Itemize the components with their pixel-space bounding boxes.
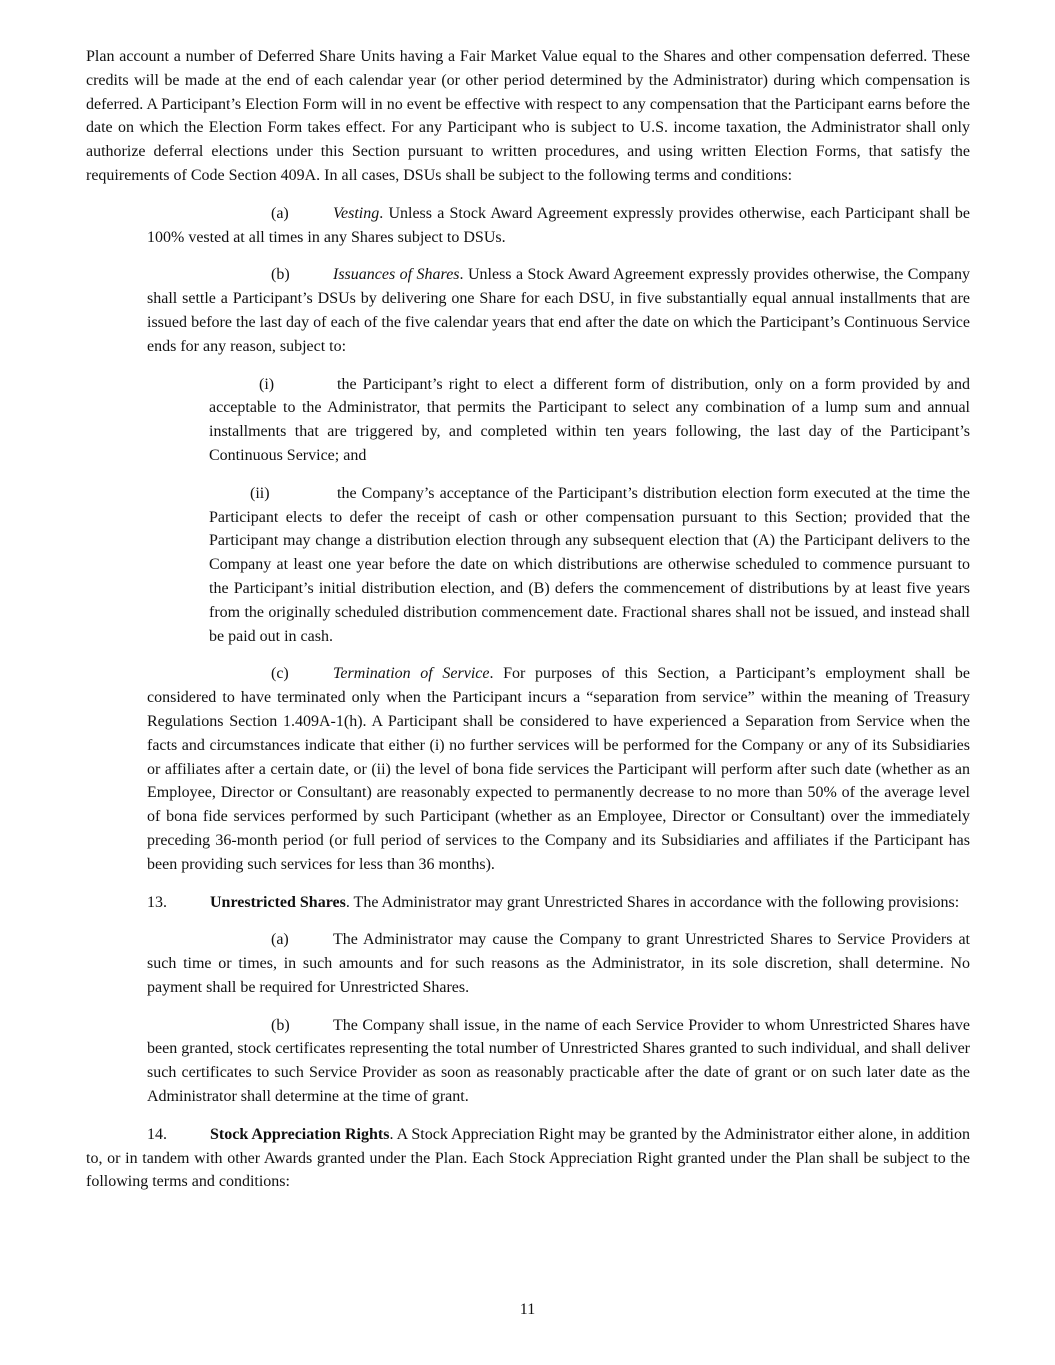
section-14-heading-paragraph	[86, 1123, 970, 1194]
clause-label: (b)	[271, 1016, 290, 1034]
dsu-vesting-paragraph	[147, 202, 970, 250]
dsu-termination-paragraph	[147, 662, 970, 876]
clause-heading: Issuances of Shares	[333, 266, 460, 284]
section-number: 13.	[147, 893, 167, 911]
clause-label: (ii)	[250, 484, 270, 502]
section-title: Stock Appreciation Rights	[210, 1125, 390, 1143]
document-body	[86, 45, 970, 1194]
clause-label: (c)	[271, 665, 289, 683]
intro-paragraph: Plan account a number of Deferred Share Units having a Fair Market Value equal to the Shares and other compensation deferred. These credits will be made at the end of each calendar year (or other period determined by the Administrator) during which compensation is deferred. A Participant’s Election Form will in no event be effective with respect to any compensation that the Participant earns before the date on which the Election Form takes effect. For any Participant who is subject to U.S. income taxation, the Administrator shall only authorize deferral elections under this Section pursuant to written procedures, and using written Election Forms, that satisfy the requirements of Code Section 409A. In all cases, DSUs shall be subject to the following terms and conditions:	[86, 48, 970, 184]
section-text: . The Administrator may grant Unrestricted Shares in accordance with the following provisions:	[345, 893, 960, 911]
section-title: Unrestricted Shares	[210, 893, 346, 911]
section-13-clause-a	[147, 928, 970, 999]
clause-label: (a)	[271, 931, 289, 949]
clause-text: the Company’s acceptance of the Participant’s distribution election form executed at the time the Participant elects to defer the receipt of cash or other compensation pursuant to this Section; provided that the Participant may change a distribution election through any subsequent election that (A) the Participant delivers to the Company at least one year before the date on which distributions are otherwise scheduled to commence pursuant to the Participant’s initial distribution election, and (B) defers the commencement of distributions by at least five years from the originally scheduled distribution commencement date. Fractional shares shall not be issued, and instead shall be paid out in cash.	[209, 484, 970, 645]
section-number: 14.	[147, 1125, 167, 1143]
section-13-heading-paragraph	[86, 891, 970, 915]
dsu-subclause-ii	[209, 482, 970, 649]
dsu-subclause-i	[209, 373, 970, 468]
clause-label: (b)	[271, 266, 290, 284]
clause-label: (a)	[271, 204, 289, 222]
section-text: . A Stock Appreciation Right may be granted by the Administrator either alone, in addition to, or in tandem with other Awards granted under the Plan. Each Stock Appreciation Right granted under the Plan shall be subject to the following terms and conditions:	[86, 1125, 971, 1191]
section-13-clause-b	[147, 1014, 970, 1109]
clause-text: . Unless a Stock Award Agreement expressly provides otherwise, each Participant shall be 100% vested at all times in any Shares subject to DSUs.	[147, 204, 970, 246]
clause-heading: Termination of Service	[333, 665, 490, 683]
clause-heading: Vesting	[333, 204, 380, 222]
clause-text: . Unless a Stock Award Agreement expressly provides otherwise, the Company shall settle a Participant’s DSUs by delivering one Share for each DSU, in five substantially equal annual installments that are issued before the last day of each of the five calendar years that end after the date on which the Participant’s Continuous Service ends for any reason, subject to:	[147, 266, 970, 355]
page-number: 11	[519, 1301, 536, 1318]
clause-label: (i)	[259, 375, 275, 393]
clause-text: . For purposes of this Section, a Participant’s employment shall be considered to have terminated only when the Participant incurs a “separation from service” within the meaning of Treasury Regulations Section 1.409A-1(h). A Participant shall be considered to have experienced a Separation from Service when the facts and circumstances indicate that either (i) no further services will be performed for the Company or any of its Subsidiaries or affiliates after a certain date, or (ii) the level of bona fide services the Participant will perform after such date (whether as an Employee, Director or Consultant) are reasonably expected to permanently decrease to no more than 50% of the average level of bona fide services performed by such Participant (whether as an Employee, Director or Consultant) over the immediately preceding 36-month period (or full period of services to the Company and its Subsidiaries and affiliates if the Participant has been providing such services for less than 36 months).	[147, 665, 971, 873]
clause-text: the Participant’s right to elect a different form of distribution, only on a form provided by and acceptable to the Administrator, that permits the Participant to select any combination of a lump sum and annual installments that are triggered by, and completed within ten years following, the last day of the Participant’s Continuous Service; and	[209, 375, 970, 464]
clause-text: The Administrator may cause the Company to grant Unrestricted Shares to Service Providers at such time or times, in such amounts and for such reasons as the Administrator, in its sole discretion, shall determine. No payment shall be required for Unrestricted Shares.	[147, 931, 970, 996]
clause-text: The Company shall issue, in the name of each Service Provider to whom Unrestricted Shares have been granted, stock certificates representing the total number of Unrestricted Shares granted to such individual, and shall deliver such certificates to such Service Provider as soon as reasonably practicable after the date of grant or on such later date as the Administrator shall determine at the time of grant.	[147, 1016, 970, 1106]
dsu-issuances-paragraph	[147, 263, 970, 358]
